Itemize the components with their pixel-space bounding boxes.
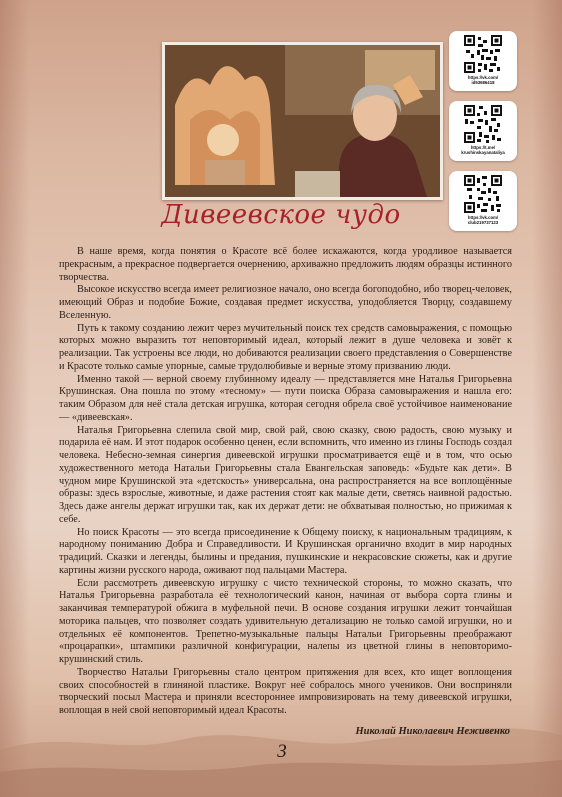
qr-caption-line: club219737123 <box>467 220 499 225</box>
paragraph: Наталья Григорьевна слепила свой мир, свой рай, свою сказку, свою радость, свою музыку и подарила её нам. И этот подарок особенно ценен, если вспомнить, что именно из глины Господь создал человека. Небесно-земная синергия дивеевской игрушки просматривается ещё и в том, что осью художественного метода Натальи Григорьевны стала Евангельская заповедь: «Будьте как дети». В чудном мире Крушинской эта «детскость» универсальна, она распространяется на все воплощённые образы: здесь взрослые, животные, и даже растения стоят как малые дети, светясь наивной радостью. Здесь даже ангелы держат игрушки так, как их держат дети: не обхватывая полностью, но прижимая к себе. <box>59 424 512 525</box>
qr-caption-line: https://t.me/ <box>470 145 496 150</box>
qr-card-vk-profile[interactable] <box>449 31 517 91</box>
paragraph: Путь к такому созданию лежит через мучительный поиск тех средств самовыражения, с помощью которых можно выразить тот неповторимый идеал, который лежит в душе человека и зовёт к реализации. Так устроены все люди, но добиваются реализации своего представления о Совершенстве и Красоте только самые упорные, самые трудолюбивые и верные этому призванию люди. <box>59 322 512 372</box>
qr-code-icon <box>464 35 502 73</box>
page-edge-left <box>0 0 30 797</box>
page-number: 3 <box>277 741 287 762</box>
paragraph: Если рассмотреть дивеевскую игрушку с чисто технической стороны, то можно сказать, что Наталья Григорьевна разработала её технологический канон, начиная от выбора сорта глины и заканчивая температурой обжига в муфельной печи. В основе создания игрушки лежит тончайшая моторика пальцев, что позволяет создать удивительную детализацию не только самой игрушки, но и отдельных её компонентов. Трепетно-музыкальные пальцы Натальи Григорьевны преображают «процарапки», штампики различной конфигурации, налепы из цветной глины в неповторимо-крушинский стиль. <box>59 577 512 665</box>
author-photo <box>162 42 443 200</box>
paragraph: Высокое искусство всегда имеет религиозное начало, оно всегда богоподобно, ибо творец-человек, имеющий Образ и подобие Божие, создавая предмет искусства, уподобляется Творцу, создавшему Вселенную. <box>59 284 512 321</box>
qr-caption-line: https://vk.com/ <box>467 215 499 220</box>
qr-caption-line: https://vk.com/ <box>467 75 499 80</box>
paragraph: Именно такой — верной своему глубинному идеалу — представляется мне Наталья Григорьевна Крушинская. Она пошла по этому «тесному» — пути поиска Образа самовыражения и нашла его: таким Образом для неё стала детская игрушка, которая сегодня обрела своё устойчивое наименование — «дивеевская». <box>59 373 512 423</box>
paragraph: Но поиск Красоты — это всегда присоединение к Общему поиску, к национальным традициям, к народному пониманию Добра и Справедливости. И Крушинская органично входит в мир народных традиций. Сказки и легенды, былины и предания, пушкинские и некрасовские сюжеты, как и другие картины жизни русского народа, оживают под пальцами Мастера. <box>59 526 512 576</box>
qr-code-icon <box>464 105 502 143</box>
paragraph: В наше время, когда понятия о Красоте всё более искажаются, когда уродливое называется прекрасным, а прекрасное подвергается очернению, архиважно предложить людям образцы истинного творчества. <box>59 246 512 283</box>
page-edge-right <box>532 0 562 797</box>
qr-card-telegram[interactable] <box>449 101 517 161</box>
qr-caption-line: krushinskayanataliya <box>461 150 505 155</box>
paragraph: Творчество Натальи Григорьевны стало центром притяжения для всех, кто ищет воплощения своих способностей в глиняной пластике. Вокруг неё собралось много учеников. Они восприняли творческий посыл Мастера и приняли всестороннее импровизировать на тему дивеевской игрушки, воплощая в ней свой неповторимый идеал Красоты. <box>59 666 512 716</box>
article-title: Дивеевское чудо <box>161 200 401 230</box>
article-body <box>59 246 512 718</box>
author-signature: Николай Николаевич Неживенко <box>355 726 510 737</box>
qr-caption-line: id53686418 <box>471 80 495 85</box>
